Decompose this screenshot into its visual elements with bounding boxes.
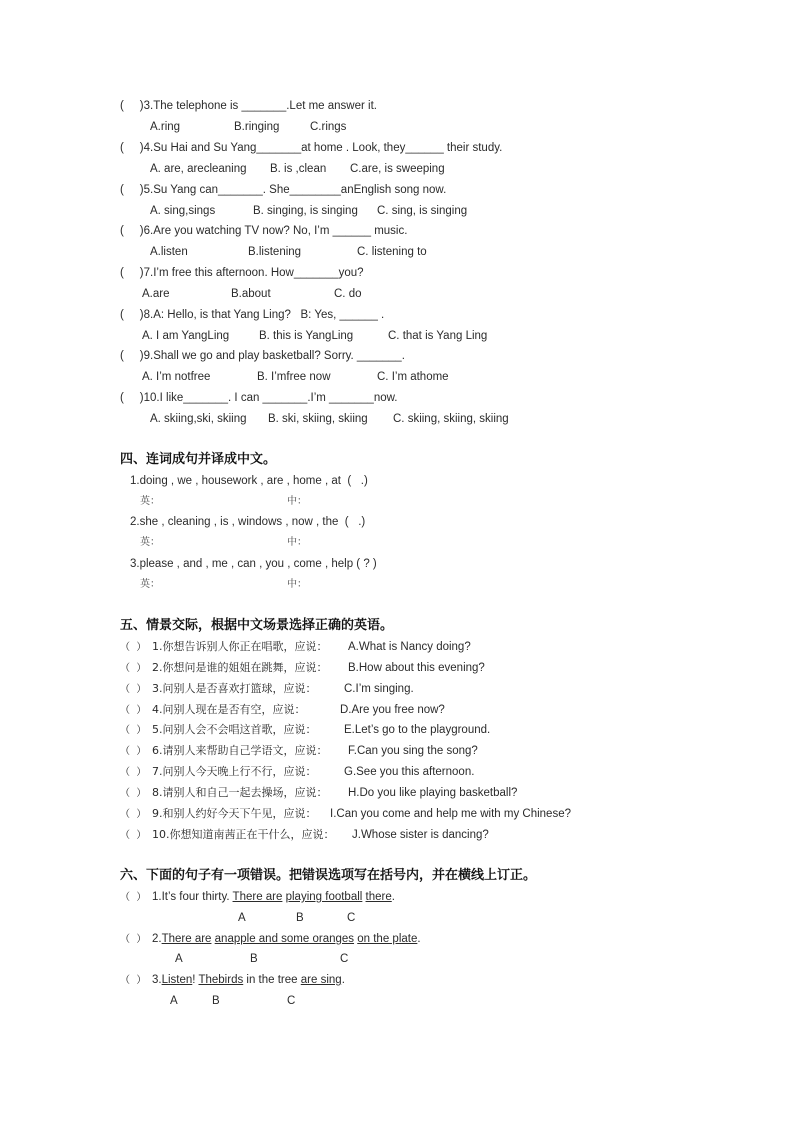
answer-blank: （ ） [120,975,147,986]
prompt-text: 2.你想问是谁的姐姐在跳舞，应说： [152,661,328,674]
word-order-item-2: 2.she , cleaning , is , windows , now , the ( .) [130,516,366,528]
section-5-heading: 五、情景交际，根据中文场景选择正确的英语。 [120,618,394,633]
option-a: A. sing,sings [150,205,216,217]
option-b: B.about [231,288,271,300]
question-6-options [0,244,793,260]
match-prompt [120,806,317,823]
match-answer: D.Are you free now? [340,704,445,716]
match-item-3 [0,681,793,697]
option-a: A. I am YangLing [142,330,230,342]
prompt-text: 3.问别人是否喜欢打篮球，应说： [152,682,317,695]
match-prompt [120,681,317,698]
question-6: ( )6.Are you watching TV now? No, I’m ______ music. [120,225,408,237]
match-prompt [120,827,335,844]
option-b: B. ski, skiing, skiing [268,413,368,425]
label-a: A [238,912,246,924]
answer-blank: （ ） [120,663,147,674]
option-b: B. is ,clean [270,163,327,175]
option-a-segment: There are [161,933,212,945]
question-8-options [0,328,793,344]
match-prompt [120,660,328,677]
prompt-text: 4.问别人现在是否有空，应说： [152,703,306,716]
option-b: B. singing, is singing [253,205,358,217]
section-6-heading: 六、下面的句子有一项错误。把错误选项写在括号内，并在横线上订正。 [120,868,537,883]
sentence-text: 1.It’s four thirty. [152,891,233,903]
option-c: C. sing, is singing [377,205,468,217]
english-answer-label: 英： [140,579,160,590]
match-item-2 [0,660,793,676]
sentence-text: . [417,933,421,945]
label-a: A [170,995,178,1007]
option-b-segment: playing football [285,891,363,903]
label-a: A [175,953,183,965]
question-10-options [0,411,793,427]
option-c: C.are, is sweeping [350,163,445,175]
option-a: A. skiing,ski, skiing [150,413,247,425]
match-prompt [120,764,317,781]
match-item-7 [0,764,793,780]
answer-blank: （ ） [120,830,147,841]
question-10: ( )10.I like_______. I can _______.I’m _______now. [120,392,398,404]
match-answer: E.Let’s go to the playground. [344,724,491,736]
prompt-text: 6.请别人来帮助自己学语文，应说： [152,744,328,757]
match-item-1 [0,639,793,655]
option-b: B.ringing [234,121,280,133]
option-a-segment: Listen [161,974,193,986]
option-b: B.listening [248,246,302,258]
option-a: A. I’m notfree [142,371,211,383]
match-answer: B.How about this evening? [348,662,485,674]
prompt-text: 8.请别人和自己一起去操场，应说： [152,786,328,799]
label-b: B [212,995,220,1007]
word-order-item-3-answer-row [0,577,793,593]
answer-blank: （ ） [120,725,147,736]
match-item-9 [0,806,793,822]
word-order-item-2-answer-row [0,535,793,551]
label-b: B [250,953,258,965]
option-c: C. that is Yang Ling [388,330,488,342]
answer-blank: （ ） [120,684,147,695]
option-a: A.are [142,288,170,300]
option-c: C. I’m athome [377,371,449,383]
error-item-1 [120,889,395,905]
answer-blank: （ ） [120,809,147,820]
answer-blank: （ ） [120,642,147,653]
chinese-answer-label: 中： [287,579,307,590]
match-prompt [120,743,328,760]
question-7-options [0,286,793,302]
match-answer: G.See you this afternoon. [344,766,475,778]
answer-blank: （ ） [120,767,147,778]
sentence-text: 2. [152,933,162,945]
sentence-text: ! [192,974,199,986]
question-4-options [0,161,793,177]
word-order-item-1-answer-row [0,494,793,510]
answer-blank: （ ） [120,705,147,716]
match-answer: C.I’m singing. [344,683,414,695]
option-c-segment: are sing [300,974,342,986]
english-answer-label: 英： [140,537,160,548]
match-answer: A.What is Nancy doing? [348,641,471,653]
sentence-text: 3. [152,974,162,986]
option-c: C. do [334,288,362,300]
answer-blank: （ ） [120,746,147,757]
question-4: ( )4.Su Hai and Su Yang_______at home . Look, they______ their study. [120,142,503,154]
prompt-text: 10.你想知道南茜正在干什么，应说： [152,828,335,841]
match-answer: J.Whose sister is dancing? [352,829,489,841]
option-b-segment: anapple and some oranges [214,933,355,945]
error-item-2-labels [0,951,793,967]
prompt-text: 1.你想告诉别人你正在唱歌，应说： [152,640,328,653]
option-c-segment: on the plate [357,933,418,945]
question-5-options [0,203,793,219]
option-b: B. I’mfree now [257,371,331,383]
english-answer-label: 英： [140,496,160,507]
match-item-4 [0,702,793,718]
option-c: C.rings [310,121,347,133]
option-b: B. this is YangLing [259,330,354,342]
sentence-text: . [391,891,395,903]
prompt-text: 7.问别人今天晚上行不行，应说： [152,765,317,778]
option-b-segment: Thebirds [198,974,244,986]
section-4-heading: 四、连词成句并译成中文。 [120,452,277,467]
question-7: ( )7.I’m free this afternoon. How_______you? [120,267,364,279]
error-item-3-labels [0,993,793,1009]
match-item-8 [0,785,793,801]
chinese-answer-label: 中： [287,496,307,507]
answer-blank: （ ） [120,788,147,799]
answer-blank: （ ） [120,934,147,945]
option-c: C. listening to [357,246,427,258]
question-9-options [0,369,793,385]
match-item-10 [0,827,793,843]
match-item-5 [0,722,793,738]
question-3-options [0,119,793,135]
question-8: ( )8.A: Hello, is that Yang Ling? B: Yes, ______ . [120,309,385,321]
error-item-3 [120,972,345,988]
sentence-text: in the tree [243,974,301,986]
match-answer: I.Can you come and help me with my Chinese? [330,808,571,820]
prompt-text: 5.问别人会不会唱这首歌，应说： [152,723,317,736]
prompt-text: 9.和别人约好今天下午见，应说： [152,807,317,820]
option-a: A. are, arecleaning [150,163,247,175]
match-prompt [120,702,306,719]
match-prompt [120,722,317,739]
sentence-text: . [341,974,345,986]
label-c: C [287,995,296,1007]
question-5: ( )5.Su Yang can_______. She________anEnglish song now. [120,184,447,196]
error-item-1-labels [0,910,793,926]
label-c: C [347,912,356,924]
word-order-item-3: 3.please , and , me , can , you , come , help ( ? ) [130,558,377,570]
label-c: C [340,953,349,965]
answer-blank: （ ） [120,892,147,903]
match-prompt [120,785,328,802]
option-c-segment: there [365,891,392,903]
match-answer: F.Can you sing the song? [348,745,478,757]
chinese-answer-label: 中： [287,537,307,548]
question-3: ( )3.The telephone is _______.Let me answer it. [120,100,377,112]
match-answer: H.Do you like playing basketball? [348,787,518,799]
label-b: B [296,912,304,924]
option-c: C. skiing, skiing, skiing [393,413,509,425]
word-order-item-1: 1.doing , we , housework , are , home , at ( .) [130,475,368,487]
match-prompt [120,639,328,656]
option-a-segment: There are [232,891,283,903]
option-a: A.ring [150,121,181,133]
question-9: ( )9.Shall we go and play basketball? Sorry. _______. [120,350,405,362]
option-a: A.listen [150,246,188,258]
error-item-2 [120,931,421,947]
match-item-6 [0,743,793,759]
